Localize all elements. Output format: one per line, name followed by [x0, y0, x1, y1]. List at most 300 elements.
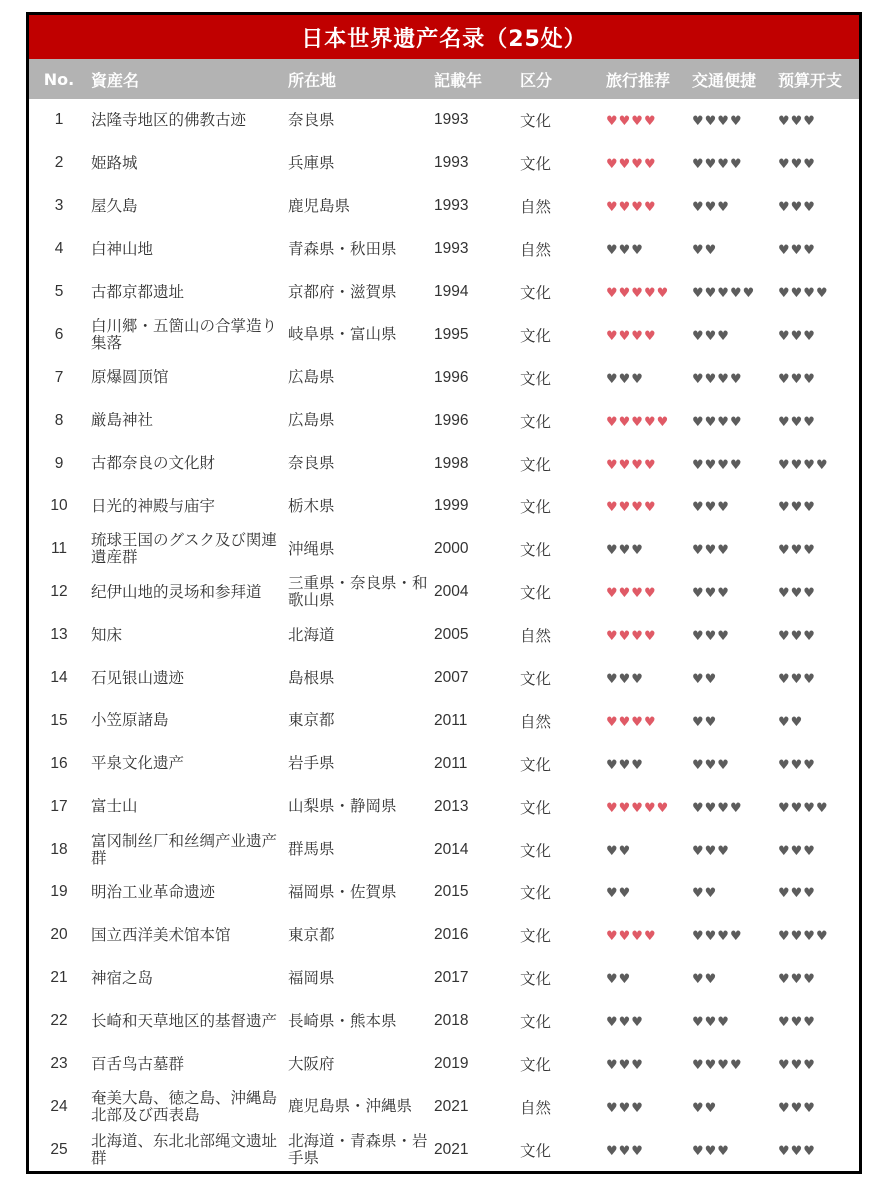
- heart-rating-icon: ♥♥♥: [778, 243, 816, 259]
- row-no: 12: [50, 583, 68, 601]
- row-transport-rating: [692, 883, 778, 901]
- heart-rating-icon: ♥♥♥♥: [692, 1058, 743, 1074]
- row-budget-rating: [778, 369, 859, 387]
- row-transport-rating: [692, 326, 778, 344]
- row-year: 2004: [434, 583, 469, 601]
- row-name: 纪伊山地的灵场和参拜道: [91, 583, 262, 601]
- heart-rating-icon: ♥♥♥: [692, 1015, 730, 1031]
- heart-rating-icon: ♥♥♥♥: [606, 929, 657, 945]
- row-no: 6: [54, 325, 64, 343]
- row-budget-rating: [778, 1098, 859, 1116]
- table-row: [29, 871, 859, 914]
- row-location: 北海道・青森県・岩手県: [288, 1132, 428, 1167]
- row-year: 2015: [434, 883, 469, 901]
- heart-rating-icon: ♥♥: [692, 243, 718, 259]
- row-budget-rating: [778, 626, 859, 644]
- row-budget-rating: [778, 197, 859, 215]
- row-name: 厳島神社: [91, 412, 154, 430]
- row-no: 10: [50, 497, 68, 515]
- heart-rating-icon: ♥♥♥: [778, 1015, 816, 1031]
- row-year: 1996: [434, 368, 469, 386]
- heart-rating-icon: ♥♥: [692, 714, 718, 730]
- row-location: 鹿児島県・沖縄県: [288, 1098, 413, 1116]
- heart-rating-icon: ♥♥♥: [778, 586, 816, 602]
- row-year: 1998: [434, 454, 469, 472]
- heart-rating-icon: ♥♥: [778, 714, 804, 730]
- row-transport-rating: [692, 540, 778, 558]
- row-type: 文化: [520, 927, 552, 946]
- row-type: 文化: [520, 541, 552, 560]
- row-no: 24: [50, 1097, 68, 1115]
- row-location: 三重県・奈良県・和歌山県: [288, 575, 428, 610]
- row-year: 2017: [434, 969, 469, 987]
- row-location: 東京都: [288, 712, 335, 730]
- heart-rating-icon: ♥♥♥: [692, 500, 730, 516]
- header-type: 区分: [520, 70, 553, 90]
- row-budget-rating: [778, 969, 859, 987]
- row-name: 琉球王国のグスク及び関連遺産群: [91, 532, 277, 567]
- header-name: 資産名: [91, 70, 140, 90]
- heart-rating-icon: ♥♥♥♥: [606, 328, 657, 344]
- heart-rating-icon: ♥♥♥♥: [606, 457, 657, 473]
- row-transport-rating: [692, 583, 778, 601]
- heart-rating-icon: ♥♥♥♥: [606, 629, 657, 645]
- row-budget-rating: [778, 712, 859, 730]
- row-location: 岩手県: [288, 755, 335, 773]
- row-type: 文化: [520, 155, 552, 174]
- heart-rating-icon: ♥♥♥♥: [692, 371, 743, 387]
- row-no: 5: [54, 283, 64, 300]
- row-type: 文化: [520, 284, 552, 302]
- row-location: 沖绳県: [288, 540, 335, 558]
- heart-rating-icon: ♥♥♥: [606, 1058, 644, 1074]
- row-budget-rating: [778, 798, 859, 816]
- heart-rating-icon: ♥♥♥♥: [606, 114, 657, 130]
- row-budget-rating: [778, 497, 859, 515]
- row-travel-rating: [606, 583, 692, 601]
- heart-rating-icon: ♥♥: [692, 886, 718, 902]
- row-no: 14: [50, 669, 68, 687]
- table-row: [29, 914, 859, 957]
- row-location: 奈良県: [288, 455, 335, 473]
- row-transport-rating: [692, 412, 778, 430]
- heart-rating-icon: ♥♥♥: [606, 1143, 644, 1159]
- row-travel-rating: [606, 412, 692, 430]
- header-transport: 交通便捷: [692, 70, 757, 90]
- row-budget-rating: [778, 883, 859, 901]
- heart-rating-icon: ♥♥♥: [778, 672, 816, 688]
- row-travel-rating: [606, 841, 692, 859]
- heart-rating-icon: ♥♥♥♥: [692, 929, 743, 945]
- header-no: No.: [43, 69, 75, 89]
- row-transport-rating: [692, 926, 778, 944]
- table-row: [29, 442, 859, 485]
- row-travel-rating: [606, 455, 692, 473]
- row-type: 自然: [520, 241, 552, 260]
- row-no: 8: [54, 411, 64, 429]
- row-name: 知床: [91, 626, 123, 644]
- row-year: 2021: [434, 1097, 469, 1115]
- row-type: 文化: [520, 1013, 552, 1032]
- row-no: 2: [54, 154, 64, 172]
- row-year: 2014: [434, 840, 469, 858]
- row-budget-rating: [778, 926, 859, 944]
- row-no: 23: [50, 1055, 68, 1073]
- heart-rating-icon: ♥♥♥♥: [692, 800, 743, 816]
- row-travel-rating: [606, 969, 692, 987]
- row-name: 法隆寺地区的佛教古迹: [91, 111, 247, 129]
- row-year: 1993: [434, 197, 469, 215]
- row-name: 古都奈良の文化財: [91, 455, 216, 473]
- row-year: 2018: [434, 1012, 469, 1030]
- row-year: 1994: [434, 283, 469, 300]
- row-type: 文化: [520, 326, 552, 345]
- row-transport-rating: [692, 798, 778, 816]
- heart-rating-icon: ♥♥♥: [778, 500, 816, 516]
- row-location: 京都府・滋賀県: [288, 283, 397, 301]
- row-type: 文化: [520, 970, 552, 989]
- row-travel-rating: [606, 926, 692, 944]
- table-row: [29, 271, 859, 314]
- table-row: [29, 1128, 859, 1171]
- row-travel-rating: [606, 755, 692, 773]
- row-type: 文化: [520, 412, 552, 431]
- row-year: 2016: [434, 926, 469, 944]
- row-location: 東京都: [288, 926, 335, 944]
- table-row: [29, 742, 859, 785]
- heart-rating-icon: ♥♥♥♥: [692, 114, 743, 130]
- heart-rating-icon: ♥♥♥: [692, 328, 730, 344]
- row-location: 栃木県: [288, 497, 335, 515]
- row-year: 2011: [434, 711, 468, 729]
- row-name: 百舌鸟古墓群: [91, 1055, 185, 1073]
- row-name: 神宿之岛: [91, 969, 154, 987]
- row-type: 自然: [520, 1098, 552, 1117]
- row-type: 文化: [520, 498, 552, 517]
- row-location: 青森県・秋田県: [288, 240, 397, 258]
- row-budget-rating: [778, 1012, 859, 1030]
- row-travel-rating: [606, 197, 692, 215]
- row-year: 1993: [434, 240, 469, 258]
- row-transport-rating: [692, 1141, 778, 1159]
- row-transport-rating: [692, 240, 778, 258]
- row-no: 15: [50, 711, 68, 729]
- row-transport-rating: [692, 841, 778, 859]
- row-location: 島根県: [288, 669, 335, 687]
- row-travel-rating: [606, 326, 692, 344]
- row-travel-rating: [606, 1141, 692, 1159]
- heart-rating-icon: ♥♥♥: [692, 757, 730, 773]
- table-row: [29, 571, 859, 614]
- heart-rating-icon: ♥♥♥: [778, 1100, 816, 1116]
- table-row: [29, 528, 859, 571]
- row-budget-rating: [778, 283, 859, 301]
- table-header: [29, 59, 859, 99]
- table-row: [29, 313, 859, 356]
- header-budget: 预算开支: [778, 70, 843, 90]
- heart-rating-icon: ♥♥♥: [606, 1015, 644, 1031]
- row-type: 文化: [520, 755, 552, 774]
- row-no: 20: [50, 926, 68, 944]
- row-name: 白川郷・五箇山の合掌造り集落: [91, 317, 278, 352]
- heart-rating-icon: ♥♥♥♥: [606, 500, 657, 516]
- heart-rating-icon: ♥♥♥: [692, 200, 730, 216]
- row-no: 16: [50, 754, 68, 772]
- heart-rating-icon: ♥♥♥: [778, 371, 816, 387]
- table-row: [29, 142, 859, 185]
- table-row: [29, 228, 859, 271]
- heart-rating-icon: ♥♥: [606, 972, 632, 988]
- row-type: 自然: [520, 198, 552, 217]
- row-name: 明治工业革命遗迹: [91, 883, 216, 901]
- row-name: 平泉文化遗产: [91, 755, 185, 773]
- heart-rating-icon: ♥♥♥: [778, 843, 816, 859]
- row-location: 福岡県・佐賀県: [288, 883, 397, 901]
- row-location: 山梨県・静岡県: [288, 798, 397, 816]
- row-location: 兵庫県: [288, 154, 335, 172]
- table-body: [29, 99, 859, 1171]
- row-budget-rating: [778, 111, 859, 129]
- row-travel-rating: [606, 283, 692, 301]
- row-location: 長崎県・熊本県: [288, 1012, 397, 1030]
- heart-rating-icon: ♥♥♥: [606, 757, 644, 773]
- row-type: 文化: [520, 1056, 552, 1075]
- row-transport-rating: [692, 755, 778, 773]
- heart-rating-icon: ♥♥: [606, 843, 632, 859]
- row-travel-rating: [606, 712, 692, 730]
- heart-rating-icon: ♥♥♥♥: [692, 414, 743, 430]
- table-row: [29, 1000, 859, 1043]
- row-type: 文化: [520, 884, 552, 903]
- row-year: 2005: [434, 626, 469, 644]
- row-travel-rating: [606, 1098, 692, 1116]
- row-transport-rating: [692, 154, 778, 172]
- row-budget-rating: [778, 755, 859, 773]
- row-location: 広島県: [288, 412, 335, 430]
- heart-rating-icon: ♥♥♥♥♥: [692, 286, 756, 301]
- row-no: 7: [54, 368, 64, 386]
- row-budget-rating: [778, 240, 859, 258]
- row-year: 1995: [434, 325, 469, 343]
- row-budget-rating: [778, 540, 859, 558]
- row-name: 富士山: [91, 798, 138, 816]
- row-budget-rating: [778, 154, 859, 172]
- table-row: [29, 657, 859, 700]
- table-row: [29, 485, 859, 528]
- heart-rating-icon: ♥♥: [606, 886, 632, 902]
- heart-rating-icon: ♥♥♥: [606, 543, 644, 559]
- row-budget-rating: [778, 412, 859, 430]
- row-name: 国立西洋美术馆本馆: [91, 926, 231, 944]
- heart-rating-icon: ♥♥♥♥: [692, 157, 743, 173]
- heart-rating-icon: ♥♥♥♥: [692, 457, 743, 473]
- row-location: 大阪府: [288, 1055, 335, 1073]
- row-name: 奄美大島、徳之島、沖縄島北部及び西表島: [91, 1089, 278, 1124]
- row-name: 北海道、东北北部绳文遗址群: [91, 1132, 278, 1167]
- heart-rating-icon: ♥♥♥: [692, 843, 730, 859]
- header-travel: 旅行推荐: [606, 70, 671, 90]
- row-name: 姫路城: [91, 154, 138, 172]
- heart-rating-icon: ♥♥♥: [692, 543, 730, 559]
- heart-rating-icon: ♥♥♥: [606, 672, 644, 688]
- row-type: 文化: [520, 670, 552, 689]
- table-row: [29, 399, 859, 442]
- row-location: 北海道: [288, 626, 335, 644]
- heart-rating-icon: ♥♥♥: [778, 886, 816, 902]
- row-no: 9: [54, 454, 64, 472]
- heart-rating-icon: ♥♥♥: [606, 371, 644, 387]
- row-travel-rating: [606, 626, 692, 644]
- row-no: 25: [50, 1140, 68, 1158]
- row-transport-rating: [692, 369, 778, 387]
- row-type: 文化: [520, 1141, 552, 1160]
- header-year: 記載年: [434, 70, 483, 90]
- heart-rating-icon: ♥♥: [692, 672, 718, 688]
- table-row: [29, 699, 859, 742]
- row-year: 2021: [434, 1140, 469, 1158]
- row-name: 小笠原諸島: [91, 712, 169, 730]
- row-year: 2011: [434, 754, 468, 772]
- table-row: [29, 785, 859, 828]
- row-name: 长崎和天草地区的基督遗产: [91, 1012, 278, 1030]
- row-location: 奈良県: [288, 111, 335, 129]
- heart-rating-icon: ♥♥♥♥♥: [606, 800, 670, 816]
- heart-rating-icon: ♥♥♥: [778, 1143, 816, 1159]
- row-year: 1993: [434, 111, 469, 129]
- heart-rating-icon: ♥♥♥♥: [778, 286, 829, 301]
- row-no: 21: [50, 969, 68, 987]
- table-row: [29, 356, 859, 399]
- table-row: [29, 957, 859, 1000]
- row-year: 1993: [434, 154, 469, 172]
- row-type: 文化: [520, 369, 552, 388]
- row-travel-rating: [606, 1055, 692, 1073]
- row-no: 19: [50, 883, 68, 901]
- row-no: 1: [54, 111, 64, 129]
- row-name: 石见银山遗迹: [91, 669, 185, 687]
- row-type: 自然: [520, 627, 552, 646]
- heart-rating-icon: ♥♥♥: [778, 328, 816, 344]
- heart-rating-icon: ♥♥♥♥: [778, 800, 829, 816]
- row-name: 富冈制丝厂和丝绸产业遗产群: [91, 832, 278, 867]
- row-transport-rating: [692, 1012, 778, 1030]
- row-no: 4: [54, 240, 64, 258]
- row-travel-rating: [606, 798, 692, 816]
- row-location: 鹿児島県: [288, 197, 351, 215]
- row-transport-rating: [692, 197, 778, 215]
- table-row: [29, 828, 859, 871]
- heart-rating-icon: ♥♥♥: [778, 629, 816, 645]
- table-title: 日本世界遗产名录（25处）: [29, 15, 859, 59]
- row-transport-rating: [692, 626, 778, 644]
- row-transport-rating: [692, 283, 778, 301]
- row-location: 広島県: [288, 369, 335, 387]
- heart-rating-icon: ♥♥♥♥: [606, 586, 657, 602]
- row-transport-rating: [692, 497, 778, 515]
- row-travel-rating: [606, 540, 692, 558]
- row-travel-rating: [606, 1012, 692, 1030]
- row-transport-rating: [692, 455, 778, 473]
- row-name: 日光的神殿与庙宇: [91, 497, 216, 515]
- row-year: 2019: [434, 1055, 469, 1073]
- heart-rating-icon: ♥♥♥♥♥: [606, 286, 670, 301]
- row-budget-rating: [778, 326, 859, 344]
- row-budget-rating: [778, 455, 859, 473]
- row-travel-rating: [606, 240, 692, 258]
- row-no: 13: [50, 626, 68, 644]
- row-type: 文化: [520, 455, 552, 474]
- heart-rating-icon: ♥♥♥: [778, 1058, 816, 1074]
- row-travel-rating: [606, 497, 692, 515]
- heart-rating-icon: ♥♥♥: [778, 200, 816, 216]
- row-type: 自然: [520, 712, 552, 731]
- row-type: 文化: [520, 841, 552, 860]
- heart-rating-icon: ♥♥♥: [606, 243, 644, 259]
- heart-rating-icon: ♥♥♥♥♥: [606, 414, 670, 430]
- row-transport-rating: [692, 669, 778, 687]
- heart-rating-icon: ♥♥♥♥: [606, 714, 657, 730]
- row-transport-rating: [692, 712, 778, 730]
- row-type: 文化: [520, 584, 552, 603]
- heart-rating-icon: ♥♥♥♥: [606, 200, 657, 216]
- heart-rating-icon: ♥♥♥: [692, 586, 730, 602]
- row-location: 福岡県: [288, 969, 335, 987]
- row-no: 3: [54, 197, 64, 215]
- row-budget-rating: [778, 583, 859, 601]
- heart-rating-icon: ♥♥♥♥: [606, 157, 657, 173]
- heart-rating-icon: ♥♥♥: [778, 543, 816, 559]
- row-name: 白神山地: [91, 240, 154, 258]
- heart-rating-icon: ♥♥♥: [778, 114, 816, 130]
- row-location: 岐阜県・富山県: [288, 326, 397, 344]
- header-location: 所在地: [288, 70, 337, 90]
- row-no: 11: [50, 540, 68, 558]
- row-type: 文化: [520, 798, 552, 817]
- row-budget-rating: [778, 1141, 859, 1159]
- heart-rating-icon: ♥♥♥: [778, 972, 816, 988]
- row-travel-rating: [606, 111, 692, 129]
- row-name: 原爆圆顶馆: [91, 369, 169, 387]
- row-budget-rating: [778, 1055, 859, 1073]
- heart-rating-icon: ♥♥♥: [778, 157, 816, 173]
- heart-rating-icon: ♥♥♥: [778, 414, 816, 430]
- heritage-table: [26, 12, 862, 1174]
- row-budget-rating: [778, 669, 859, 687]
- row-transport-rating: [692, 1055, 778, 1073]
- row-year: 2013: [434, 797, 469, 815]
- row-year: 1996: [434, 411, 469, 429]
- table-row: [29, 99, 859, 142]
- row-type: 文化: [520, 112, 552, 131]
- row-year: 1999: [434, 497, 469, 515]
- heart-rating-icon: ♥♥♥: [606, 1100, 644, 1116]
- row-transport-rating: [692, 111, 778, 129]
- heart-rating-icon: ♥♥♥: [692, 629, 730, 645]
- row-name: 古都京都遗址: [91, 283, 185, 301]
- row-no: 22: [50, 1012, 68, 1030]
- row-travel-rating: [606, 154, 692, 172]
- row-no: 17: [50, 797, 68, 815]
- row-transport-rating: [692, 1098, 778, 1116]
- heart-rating-icon: ♥♥♥♥: [778, 929, 829, 945]
- row-transport-rating: [692, 969, 778, 987]
- row-travel-rating: [606, 669, 692, 687]
- heart-rating-icon: ♥♥♥: [692, 1143, 730, 1159]
- table-row: [29, 614, 859, 657]
- row-no: 18: [50, 840, 68, 858]
- row-year: 2000: [434, 540, 469, 558]
- row-name: 屋久島: [91, 197, 138, 215]
